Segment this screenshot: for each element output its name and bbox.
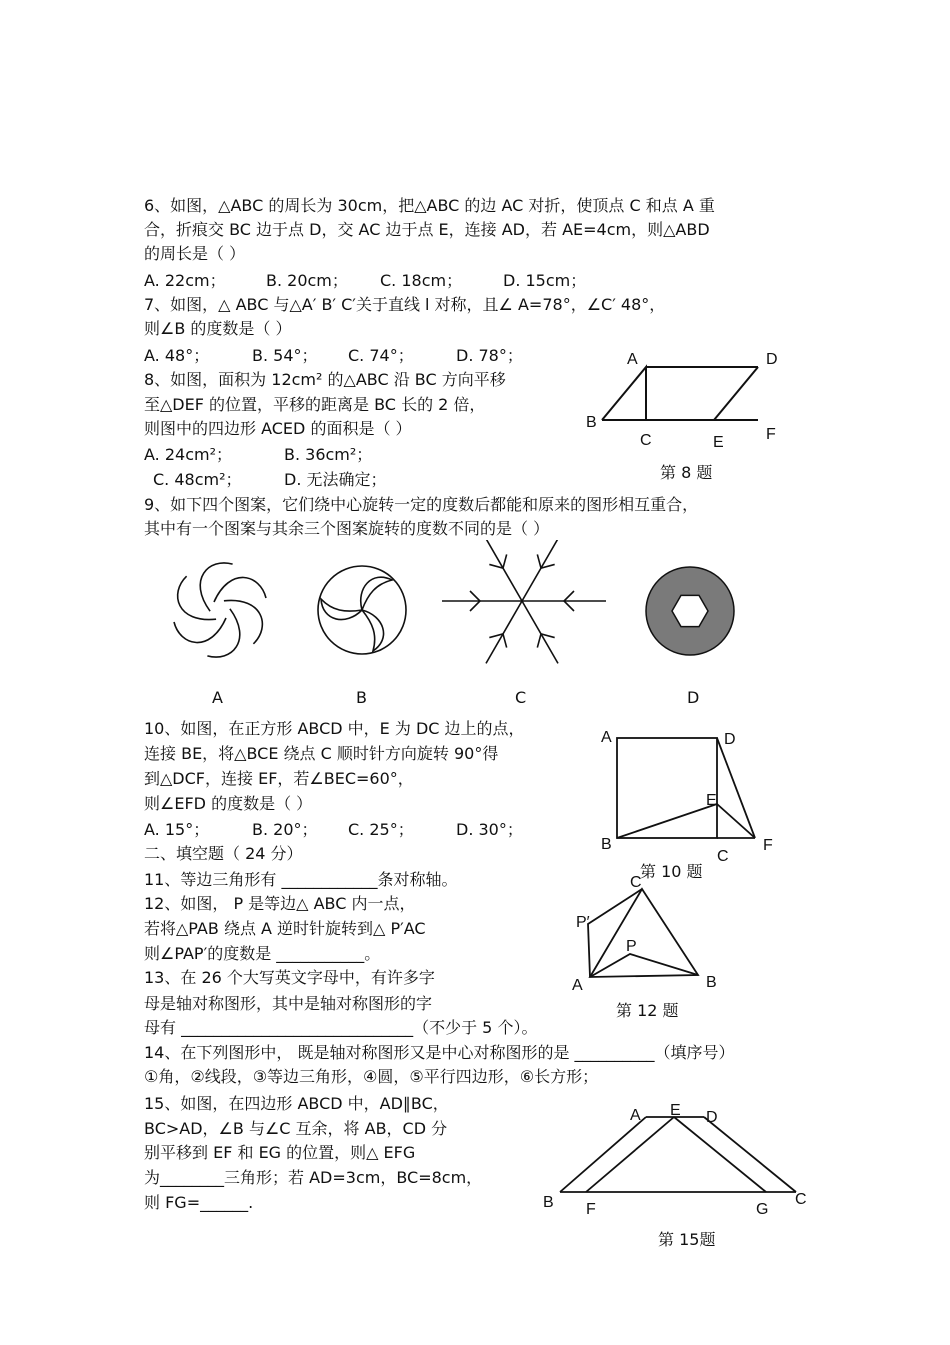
q12-line1: 12、如图， P 是等边△ ABC 内一点， — [144, 894, 416, 913]
q10-label-f: F — [763, 837, 773, 854]
q8-label-c: C — [640, 432, 652, 449]
q9-line1: 9、如下四个图案，它们绕中心旋转一定的度数后都能和原来的图形相互重合， — [144, 495, 699, 514]
q6-line3: 的周长是（ ） — [144, 244, 246, 263]
q15-label-f: F — [586, 1201, 596, 1218]
q9-label-c: C — [515, 688, 527, 707]
q10-figure — [595, 722, 780, 867]
q12-line2: 若将△PAB 绕点 A 逆时针旋转到△ P′AC — [144, 919, 426, 938]
q15-label-e: E — [670, 1102, 681, 1119]
q10-option-a: A. 15°； — [144, 820, 210, 839]
q10-option-c: C. 25°； — [348, 820, 414, 839]
q7-option-b: B. 54°； — [252, 346, 318, 365]
q8-label-b: B — [586, 414, 597, 431]
q12-caption: 第 12 题 — [616, 1001, 679, 1020]
q11-line: 11、等边三角形有 ____________条对称轴。 — [144, 870, 458, 889]
q12-label-c: C — [630, 874, 642, 891]
q6-line1: 6、如图，△ABC 的周长为 30cm，把△ABC 的边 AC 对折，使顶点 C 和点 A 重 — [144, 196, 715, 215]
q12-label-b: B — [706, 974, 717, 991]
q9-line2: 其中有一个图案与其余三个图案旋转的度数不同的是（ ） — [144, 519, 550, 538]
q13-line1: 13、在 26 个大写英文字母中，有许多字 — [144, 968, 435, 987]
q7-option-a: A. 48°； — [144, 346, 210, 365]
q8-option-a: A. 24cm²； — [144, 445, 232, 464]
q10-line3: 到△DCF，连接 EF，若∠BEC=60°， — [144, 769, 414, 788]
q14-line1: 14、在下列图形中， 既是轴对称图形又是中心对称图形的是 __________（填序号） — [144, 1043, 735, 1062]
q7-option-d: D. 78°； — [456, 346, 523, 365]
q8-option-d: D. 无法确定； — [284, 470, 387, 489]
q13-line2: 母是轴对称图形，其中是轴对称图形的字 — [144, 994, 433, 1013]
q10-label-a: A — [601, 729, 612, 746]
q8-figure — [580, 345, 800, 455]
q8-caption: 第 8 题 — [660, 463, 713, 482]
q15-label-g: G — [756, 1201, 769, 1218]
q12-line3: 则∠PAP′的度数是 ___________。 — [144, 944, 381, 963]
q6-option-c: C. 18cm； — [380, 271, 463, 290]
q10-label-c: C — [717, 848, 729, 865]
q10-caption: 第 10 题 — [640, 862, 703, 881]
q8-line2: 至△DEF 的位置，平移的距离是 BC 长的 2 倍， — [144, 395, 486, 414]
q9-pattern-c — [440, 540, 610, 670]
q10-line2: 连接 BE，将△BCE 绕点 C 顺时针方向旋转 90°得 — [144, 744, 499, 763]
q7-option-c: C. 74°； — [348, 346, 414, 365]
q9-pattern-a — [165, 555, 275, 665]
q9-pattern-d — [644, 565, 736, 657]
q6-option-a: A. 22cm； — [144, 271, 226, 290]
q7-line1: 7、如图，△ ABC 与△A′ B′ C′关于直线 l 对称，且∠ A=78°，∠C′ 48°， — [144, 295, 666, 314]
q14-line2: ①角，②线段，③等边三角形，④圆，⑤平行四边形，⑥长方形； — [144, 1067, 599, 1086]
q9-pattern-b — [312, 560, 412, 660]
q8-label-d: D — [766, 351, 778, 368]
q10-option-d: D. 30°； — [456, 820, 523, 839]
q8-line3: 则图中的四边形 ACED 的面积是（ ） — [144, 419, 412, 438]
q6-option-d: D. 15cm； — [503, 271, 587, 290]
q15-line5: 则 FG=______. — [144, 1193, 254, 1212]
q9-label-d: D — [687, 688, 700, 707]
q6-option-b: B. 20cm； — [266, 271, 348, 290]
q15-line2: BC>AD，∠B 与∠C 互余，将 AB，CD 分 — [144, 1119, 448, 1138]
q8-label-e: E — [713, 434, 724, 451]
q6-line2: 合，折痕交 BC 边于点 D，交 AC 边于点 E，连接 AD，若 AE=4cm，则△ABD — [144, 220, 710, 239]
q15-label-b: B — [543, 1194, 554, 1211]
section-2-heading: 二、填空题（ 24 分） — [144, 844, 303, 863]
q15-label-a: A — [630, 1107, 641, 1124]
q12-label-p: P — [626, 938, 637, 955]
q12-figure — [568, 872, 728, 997]
q12-label-p-prime: P′ — [576, 914, 590, 931]
q7-line2: 则∠B 的度数是（ ） — [144, 319, 292, 338]
q9-label-b: B — [356, 688, 367, 707]
q8-option-c: C. 48cm²； — [153, 470, 242, 489]
q15-caption: 第 15题 — [658, 1230, 716, 1249]
q15-label-d: D — [706, 1109, 718, 1126]
q15-line4: 为________三角形；若 AD=3cm，BC=8cm， — [144, 1168, 483, 1187]
q10-line1: 10、如图，在正方形 ABCD 中，E 为 DC 边上的点， — [144, 719, 525, 738]
q15-line1: 15、如图，在四边形 ABCD 中，AD∥BC， — [144, 1094, 449, 1113]
q10-label-b: B — [601, 836, 612, 853]
q13-line3: 母有 _____________________________（不少于 5 个）。 — [144, 1018, 538, 1037]
q10-label-e: E — [706, 792, 717, 809]
q15-line3: 别平移到 EF 和 EG 的位置，则△ EFG — [144, 1143, 416, 1162]
q9-label-a: A — [212, 688, 223, 707]
q10-line4: 则∠EFD 的度数是（ ） — [144, 794, 313, 813]
q8-option-b: B. 36cm²； — [284, 445, 373, 464]
q15-figure — [538, 1095, 813, 1220]
q10-label-d: D — [724, 731, 736, 748]
q8-line1: 8、如图，面积为 12cm² 的△ABC 沿 BC 方向平移 — [144, 370, 506, 389]
q15-label-c: C — [795, 1191, 807, 1208]
q8-label-f: F — [766, 426, 776, 443]
q8-label-a: A — [627, 351, 638, 368]
q10-option-b: B. 20°； — [252, 820, 318, 839]
q12-label-a: A — [572, 977, 583, 994]
